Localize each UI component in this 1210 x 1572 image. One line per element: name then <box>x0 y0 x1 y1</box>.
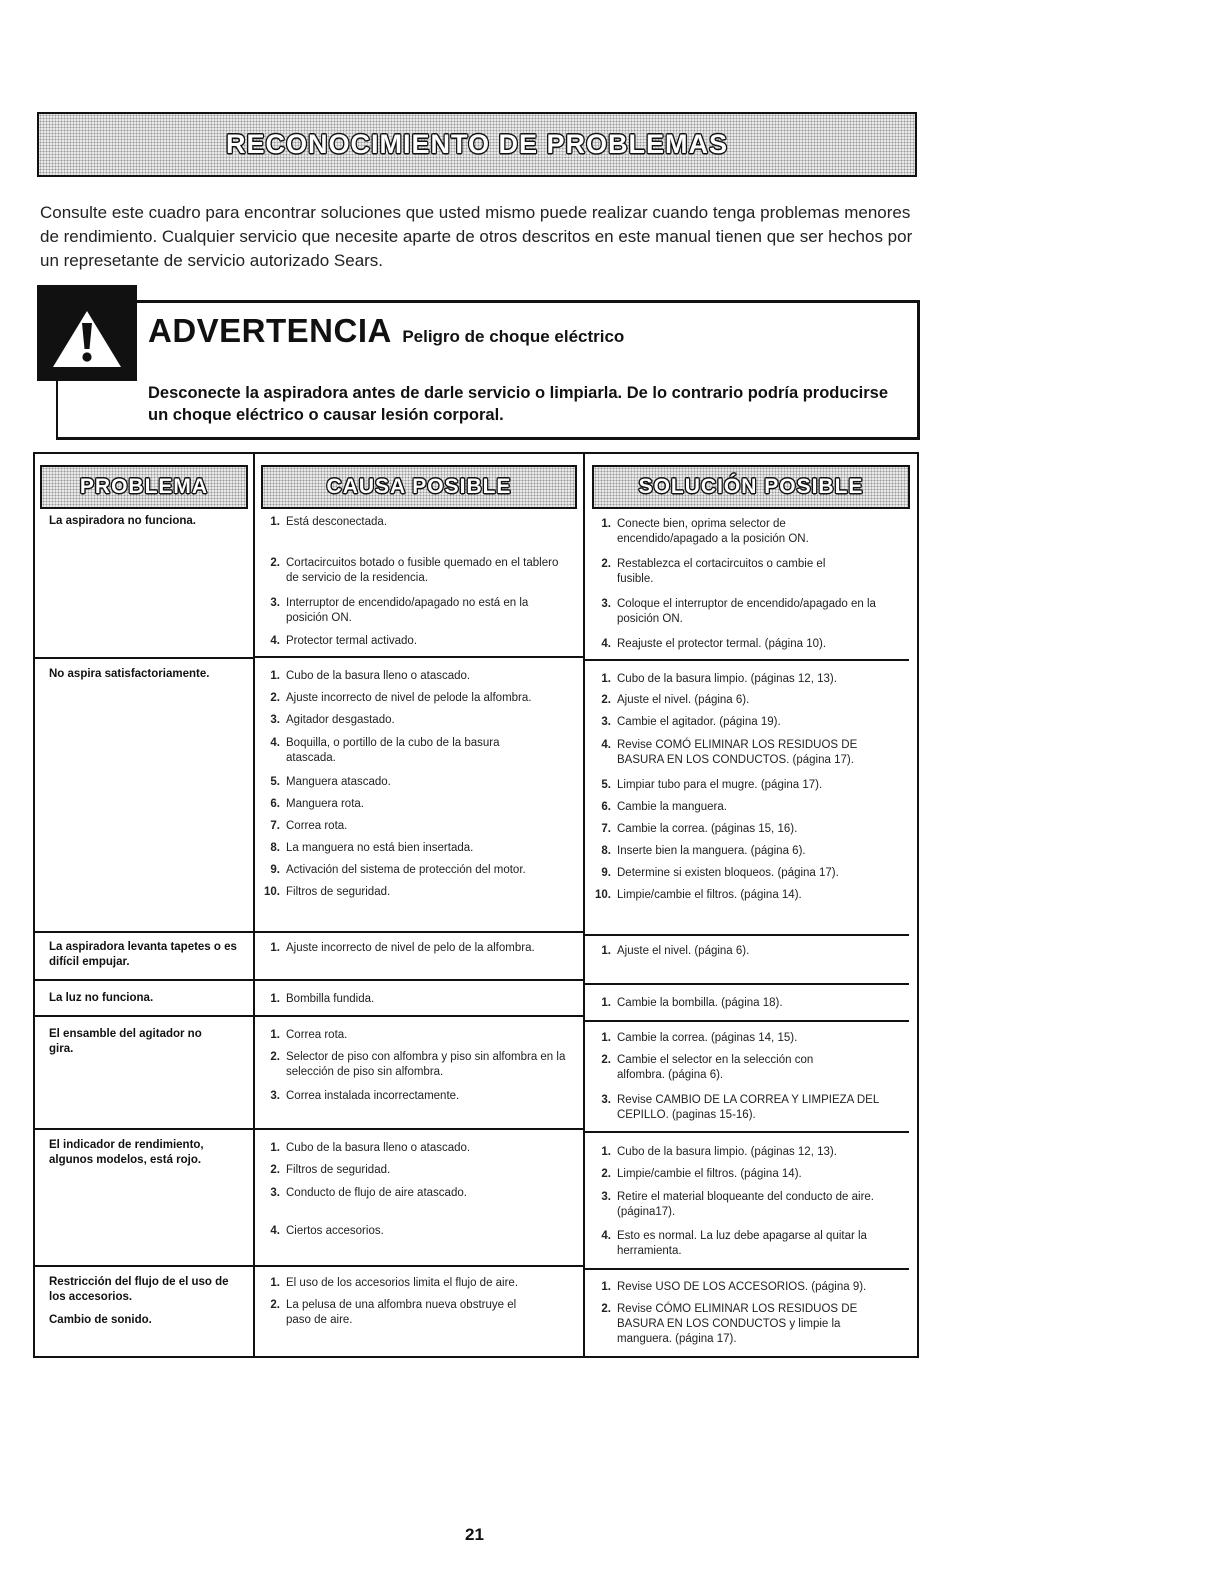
page-title: RECONOCIMIENTO DE PROBLEMAS <box>225 129 729 159</box>
problem-cell: El ensamble del agitador no gira. <box>49 1028 202 1055</box>
row-separator <box>585 1131 909 1133</box>
warning-subtitle: Peligro de choque eléctrico <box>402 327 625 346</box>
row-separator <box>255 1015 583 1017</box>
row-separator <box>35 657 253 659</box>
row-separator <box>585 983 909 985</box>
intro-paragraph: Consulte este cuadro para encontrar soluciones que usted mismo puede realizar cuando tenga problemas menores de rendimiento. Cualquier servicio que necesite aparte de otros descritos en este manual tienen que ser hechos por un represetante de servicio autorizado Sears. <box>40 203 913 270</box>
problem-cell: Restricción del flujo de el uso de los accesorios. <box>49 1276 229 1303</box>
row-separator <box>35 1128 253 1130</box>
warning-title: ADVERTENCIA <box>148 312 392 349</box>
row-separator <box>585 659 909 661</box>
row-separator <box>35 1265 253 1267</box>
problem-cell: No aspira satisfactoriamente. <box>49 668 210 680</box>
row-separator <box>35 979 253 981</box>
problem-cell: La luz no funciona. <box>49 992 154 1004</box>
row-separator <box>255 1128 583 1130</box>
row-separator <box>255 979 583 981</box>
problem-cell: Cambio de sonido. <box>49 1314 152 1326</box>
header-solucion-posible: SOLUCIÓN POSIBLE <box>592 465 910 509</box>
warning-triangle-icon <box>51 309 123 369</box>
problem-cell: El indicador de rendimiento, algunos modelos, está rojo. <box>49 1139 204 1166</box>
row-separator <box>255 656 583 658</box>
row-separator <box>585 934 909 936</box>
header-causa-posible: CAUSA POSIBLE <box>261 465 577 509</box>
row-separator <box>585 1268 909 1270</box>
troubleshooting-table <box>33 452 919 1358</box>
row-separator <box>585 1020 909 1022</box>
row-separator <box>35 1015 253 1017</box>
warning-tab <box>37 285 137 381</box>
page-number: 21 <box>465 1525 484 1544</box>
row-separator <box>35 931 253 933</box>
problem-cell: La aspiradora levanta tapetes o es difícil empujar. <box>49 941 237 968</box>
row-separator <box>255 931 583 933</box>
warning-heading <box>148 312 624 350</box>
header-problema: PROBLEMA <box>40 465 248 509</box>
column-divider <box>253 452 255 1358</box>
section-title-bar <box>37 112 917 177</box>
column-divider <box>583 452 585 1358</box>
row-separator <box>255 1265 583 1267</box>
warning-text: Desconecte la aspiradora antes de darle servicio o limpiarla. De lo contrario podría producirse un choque eléctrico o causar lesión corporal. <box>148 384 889 424</box>
problem-cell: La aspiradora no funciona. <box>49 515 196 527</box>
